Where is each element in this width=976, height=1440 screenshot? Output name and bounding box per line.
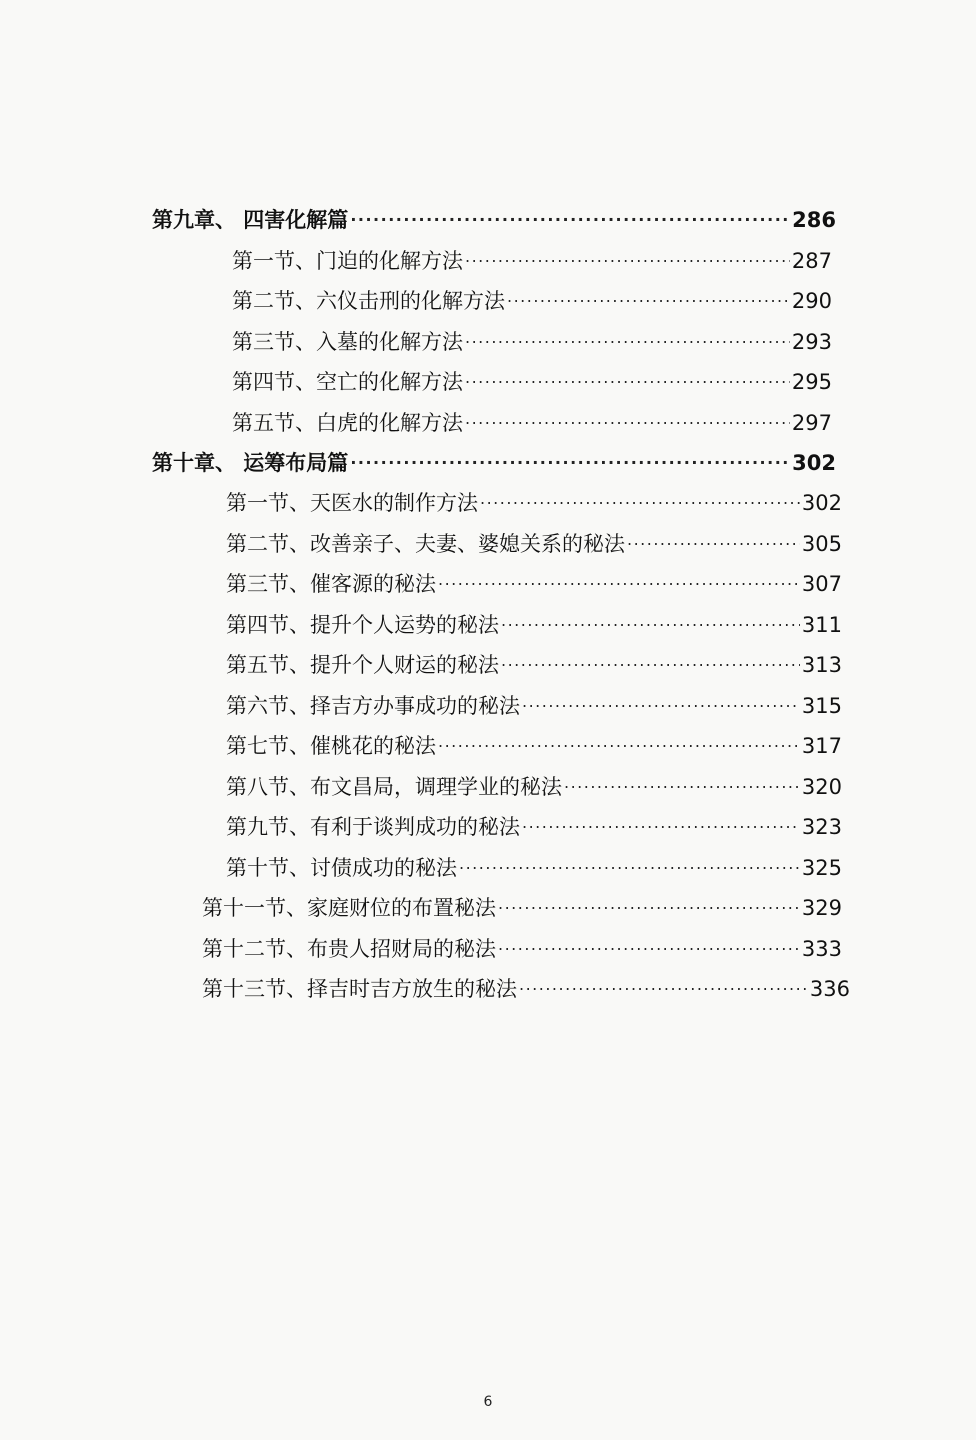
toc-entry-title: 第十一节、家庭财位的布置秘法 bbox=[202, 896, 496, 920]
leader-dots bbox=[564, 760, 800, 794]
toc-section bbox=[232, 274, 832, 313]
toc-entry-page: 293 bbox=[791, 330, 832, 354]
toc-entry-page: 290 bbox=[791, 289, 832, 313]
leader-dots bbox=[465, 315, 790, 349]
toc-entry-title: 第十二节、布贵人招财局的秘法 bbox=[202, 937, 496, 961]
leader-dots bbox=[438, 557, 800, 591]
toc-entry-page: 313 bbox=[801, 653, 842, 677]
toc-entry-title: 第九章、 四害化解篇 bbox=[152, 208, 349, 232]
toc-entry-page: 286 bbox=[792, 208, 836, 232]
toc-section bbox=[202, 881, 842, 920]
toc-entry-page: 325 bbox=[801, 856, 842, 880]
toc-entry-page: 295 bbox=[791, 370, 832, 394]
leader-dots bbox=[627, 517, 800, 551]
toc-entry-title: 第五节、白虎的化解方法 bbox=[232, 411, 463, 435]
toc-entry-page: 302 bbox=[792, 451, 836, 475]
leader-dots bbox=[498, 881, 800, 915]
toc-entry-title: 第四节、空亡的化解方法 bbox=[232, 370, 463, 394]
toc-entry-title: 第三节、入墓的化解方法 bbox=[232, 330, 463, 354]
toc-section bbox=[226, 679, 842, 718]
toc-entry-page: 333 bbox=[801, 937, 842, 961]
toc-entry-title: 第七节、催桃花的秘法 bbox=[226, 734, 436, 758]
toc-entry-page: 311 bbox=[801, 613, 842, 637]
toc-entry-page: 315 bbox=[801, 694, 842, 718]
toc-section bbox=[226, 638, 842, 677]
leader-dots bbox=[498, 922, 800, 956]
toc-entry-title: 第十节、讨债成功的秘法 bbox=[226, 856, 457, 880]
toc-entry-page: 297 bbox=[791, 411, 832, 435]
toc-entry-title: 第三节、催客源的秘法 bbox=[226, 572, 436, 596]
toc-section bbox=[226, 598, 842, 637]
leader-dots bbox=[350, 436, 790, 470]
leader-dots bbox=[522, 800, 800, 834]
toc-section bbox=[226, 760, 842, 799]
toc-entry-title: 第五节、提升个人财运的秘法 bbox=[226, 653, 499, 677]
toc-entry-title: 第一节、天医水的制作方法 bbox=[226, 491, 478, 515]
toc-entry-page: 336 bbox=[809, 977, 850, 1001]
leader-dots bbox=[465, 355, 790, 389]
toc-entry-title: 第一节、门迫的化解方法 bbox=[232, 249, 463, 273]
toc-section bbox=[202, 922, 842, 961]
leader-dots bbox=[459, 841, 800, 875]
toc-entry-title: 第二节、改善亲子、夫妻、婆媳关系的秘法 bbox=[226, 532, 625, 556]
leader-dots bbox=[507, 274, 790, 308]
toc-section bbox=[226, 476, 842, 515]
leader-dots bbox=[522, 679, 800, 713]
toc-entry-title: 第十三节、择吉时吉方放生的秘法 bbox=[202, 977, 517, 1001]
toc-entry-page: 329 bbox=[801, 896, 842, 920]
leader-dots bbox=[465, 234, 790, 268]
toc-entry-title: 第九节、有利于谈判成功的秘法 bbox=[226, 815, 520, 839]
toc-entry-title: 第四节、提升个人运势的秘法 bbox=[226, 613, 499, 637]
toc-section bbox=[232, 355, 832, 394]
toc-section bbox=[232, 396, 832, 435]
toc-section bbox=[232, 315, 832, 354]
toc-entry-page: 305 bbox=[801, 532, 842, 556]
toc-entry-title: 第十章、 运筹布局篇 bbox=[152, 451, 349, 475]
leader-dots bbox=[501, 598, 800, 632]
toc-entry-page: 287 bbox=[791, 249, 832, 273]
toc-entry-page: 317 bbox=[801, 734, 842, 758]
leader-dots bbox=[519, 962, 808, 996]
toc-section bbox=[226, 557, 842, 596]
toc-section bbox=[232, 234, 832, 273]
toc-section bbox=[226, 517, 842, 556]
toc-section bbox=[226, 800, 842, 839]
toc-section bbox=[226, 841, 842, 880]
leader-dots bbox=[350, 193, 790, 227]
toc-entry-title: 第六节、择吉方办事成功的秘法 bbox=[226, 694, 520, 718]
leader-dots bbox=[438, 719, 800, 753]
toc-section bbox=[202, 962, 850, 1001]
toc-entry-page: 307 bbox=[801, 572, 842, 596]
page-number: 6 bbox=[483, 1394, 493, 1410]
toc-entry-title: 第二节、六仪击刑的化解方法 bbox=[232, 289, 505, 313]
leader-dots bbox=[480, 476, 800, 510]
toc-chapter-10 bbox=[152, 436, 836, 475]
toc-section bbox=[226, 719, 842, 758]
toc-chapter-9 bbox=[152, 193, 836, 232]
toc-entry-page: 323 bbox=[801, 815, 842, 839]
toc-entry-page: 320 bbox=[801, 775, 842, 799]
toc-entry-page: 302 bbox=[801, 491, 842, 515]
leader-dots bbox=[501, 638, 800, 672]
toc-entry-title: 第八节、布文昌局，调理学业的秘法 bbox=[226, 775, 562, 799]
leader-dots bbox=[465, 396, 790, 430]
